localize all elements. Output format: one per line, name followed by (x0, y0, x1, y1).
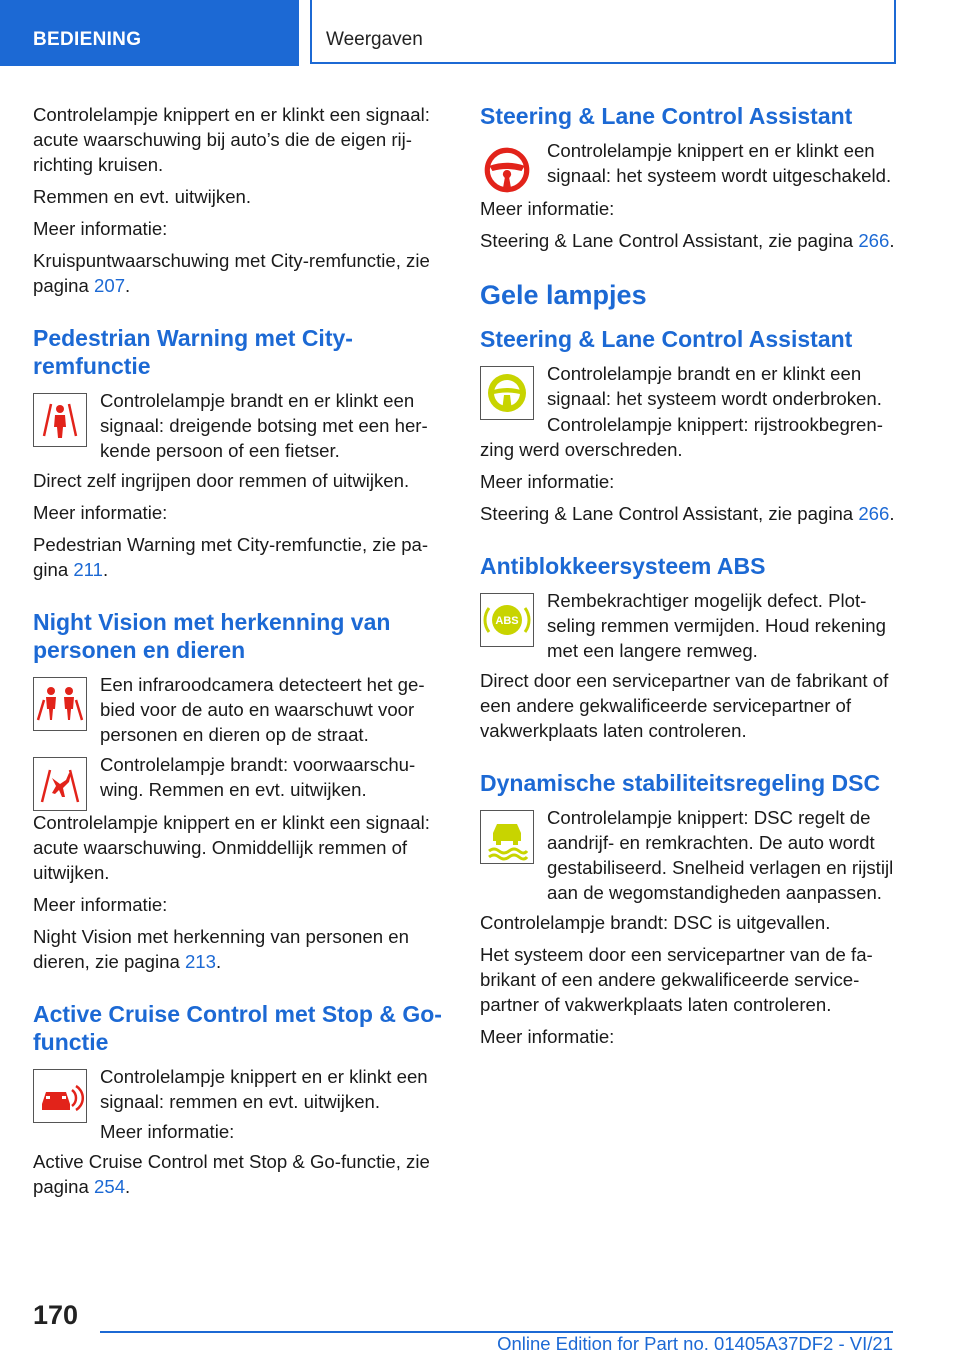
nightvision-icon-row-1 (33, 672, 448, 747)
steering-yellow-heading: Steering & Lane Control Assistant (480, 326, 853, 352)
steering-yellow-reference: Steering & Lane Control Assistant, zie pagina 266. (480, 503, 895, 524)
dsc-icon-text: Controlelampje knippert: DSC regelt de aandrijf- en remkrachten. De auto wordt gestabiliseerd. Snelheid verlagen en rijstijl aan de wegomstandigheden aanpassen. (547, 807, 894, 903)
page-header (0, 0, 960, 66)
steering-yellow-icon-text-2: Controlelampje knippert: rijstrookbegrenzing werd overschreden. (480, 414, 883, 460)
intro-action: Remmen en evt. uitwijken. (33, 186, 252, 207)
abs-icon-row (480, 588, 895, 663)
nightvision-more: Meer informatie: (33, 894, 168, 915)
page-link[interactable]: 211 (73, 559, 103, 580)
steering-red-icon-text: Controlelampje knippert en er klinkt een signaal: het systeem wordt uitgeschakeld. (547, 140, 892, 186)
pedestrian-warning-icon (33, 393, 87, 447)
left-column (33, 102, 448, 1206)
nightvision-icon-text-2: Controlelampje brandt: voorwaarschuwing. Remmen en evt. uitwijken. (100, 754, 416, 800)
abs-heading: Antiblokkeersysteem ABS (480, 553, 766, 579)
dsc-icon-row (480, 805, 895, 905)
cruise-control-warning-icon (33, 1069, 87, 1123)
dsc-more: Meer informatie: (480, 1026, 615, 1047)
steering-red-heading: Steering & Lane Control Assistant (480, 103, 853, 129)
page-link[interactable]: 207 (94, 275, 126, 296)
steering-wheel-yellow-icon (480, 366, 534, 420)
nightvision-icon-row-2 (33, 752, 448, 808)
intro-more: Meer informatie: (33, 218, 168, 239)
steering-yellow-icon-row (480, 361, 895, 417)
page-link[interactable]: 266 (858, 230, 890, 251)
pedestrian-reference: Pedestrian Warning met City-remfunctie, zie pagina 211. (33, 534, 429, 580)
abs-icon-label: ABS (495, 615, 519, 627)
steering-yellow-icon-text-1: Controlelampje brandt en er klinkt een signaal: het systeem wordt onderbroken. (547, 363, 882, 409)
abs-action: Direct door een servicepartner van de fabrikant of een andere gekwalificeerde servicepartner of vakwerkplaats laten controleren. (480, 670, 889, 741)
nightvision-heading: Night Vision met herkenning van personen en dieren (33, 609, 391, 663)
yellow-lamps-heading: Gele lampjes (480, 280, 647, 310)
acc-heading: Active Cruise Control met Stop & Go-functie (33, 1001, 442, 1055)
page-link[interactable]: 254 (94, 1176, 126, 1197)
section-title: BEDIENING (0, 0, 299, 66)
pedestrian-icon-text: Controlelampje brandt en er klinkt een signaal: dreigende botsing met een herkende persoon of een fietser. (100, 390, 428, 461)
steering-red-more: Meer informatie: (480, 198, 615, 219)
acc-reference: Active Cruise Control met Stop & Go-functie, zie pagina 254. (33, 1151, 430, 1197)
chapter-title: Weergaven (310, 0, 896, 64)
steering-wheel-red-icon (480, 143, 534, 197)
page-link[interactable]: 266 (858, 503, 890, 524)
steering-yellow-more: Meer informatie: (480, 471, 615, 492)
acc-icon-text: Controlelampje knippert en er klinkt een signaal: remmen en evt. uitwijken. (100, 1066, 428, 1112)
page-link[interactable]: 213 (184, 951, 216, 972)
nightvision-action: Controlelampje knippert en er klinkt een signaal: acute waarschuwing. Onmiddellijk remmen of uitwijken. (33, 812, 430, 883)
night-vision-persons-icon (33, 677, 87, 731)
dsc-heading: Dynamische stabiliteitsregeling DSC (480, 770, 881, 796)
night-vision-animal-icon (33, 757, 87, 811)
acc-icon-more: Meer informatie: (100, 1121, 235, 1142)
acc-icon-row (33, 1064, 448, 1144)
steering-red-reference: Steering & Lane Control Assistant, zie pagina 266. (480, 230, 895, 251)
steering-red-icon-row (480, 138, 895, 194)
intro-text: Controlelampje knippert en er klinkt een signaal: acute waarschuwing bij auto’s die de eigen rijrichting kruisen. (33, 104, 430, 175)
edition-note: Online Edition for Part no. 01405A37DF2 - VI/21 (497, 1333, 893, 1354)
pedestrian-heading: Pedestrian Warning met City-remfunctie (33, 325, 353, 379)
abs-icon (480, 593, 534, 647)
dsc-action: Het systeem door een servicepartner van de fabrikant of een andere gekwalificeerde servicepartner of vakwerkplaats laten controleren. (480, 944, 873, 1015)
intro-reference: Kruispuntwaarschuwing met City-remfunctie, zie pagina 207. (33, 250, 430, 296)
dsc-status: Controlelampje brandt: DSC is uitgevallen. (480, 912, 831, 933)
abs-icon-text: Rembekrachtiger mogelijk defect. Plotseling remmen vermijden. Houd rekening met een langere remweg. (547, 590, 886, 661)
nightvision-icon-text-1: Een infraroodcamera detecteert het gebied voor de auto en waarschuwt voor personen en dieren op de straat. (100, 674, 425, 745)
nightvision-reference: Night Vision met herkenning van personen en dieren, zie pagina 213. (33, 926, 409, 972)
pedestrian-more: Meer informatie: (33, 502, 168, 523)
dsc-icon (480, 810, 534, 864)
right-column (480, 102, 895, 1056)
pedestrian-action: Direct zelf ingrijpen door remmen of uitwijken. (33, 470, 410, 491)
page-number: 170 (33, 1300, 79, 1330)
pedestrian-icon-row (33, 388, 448, 463)
